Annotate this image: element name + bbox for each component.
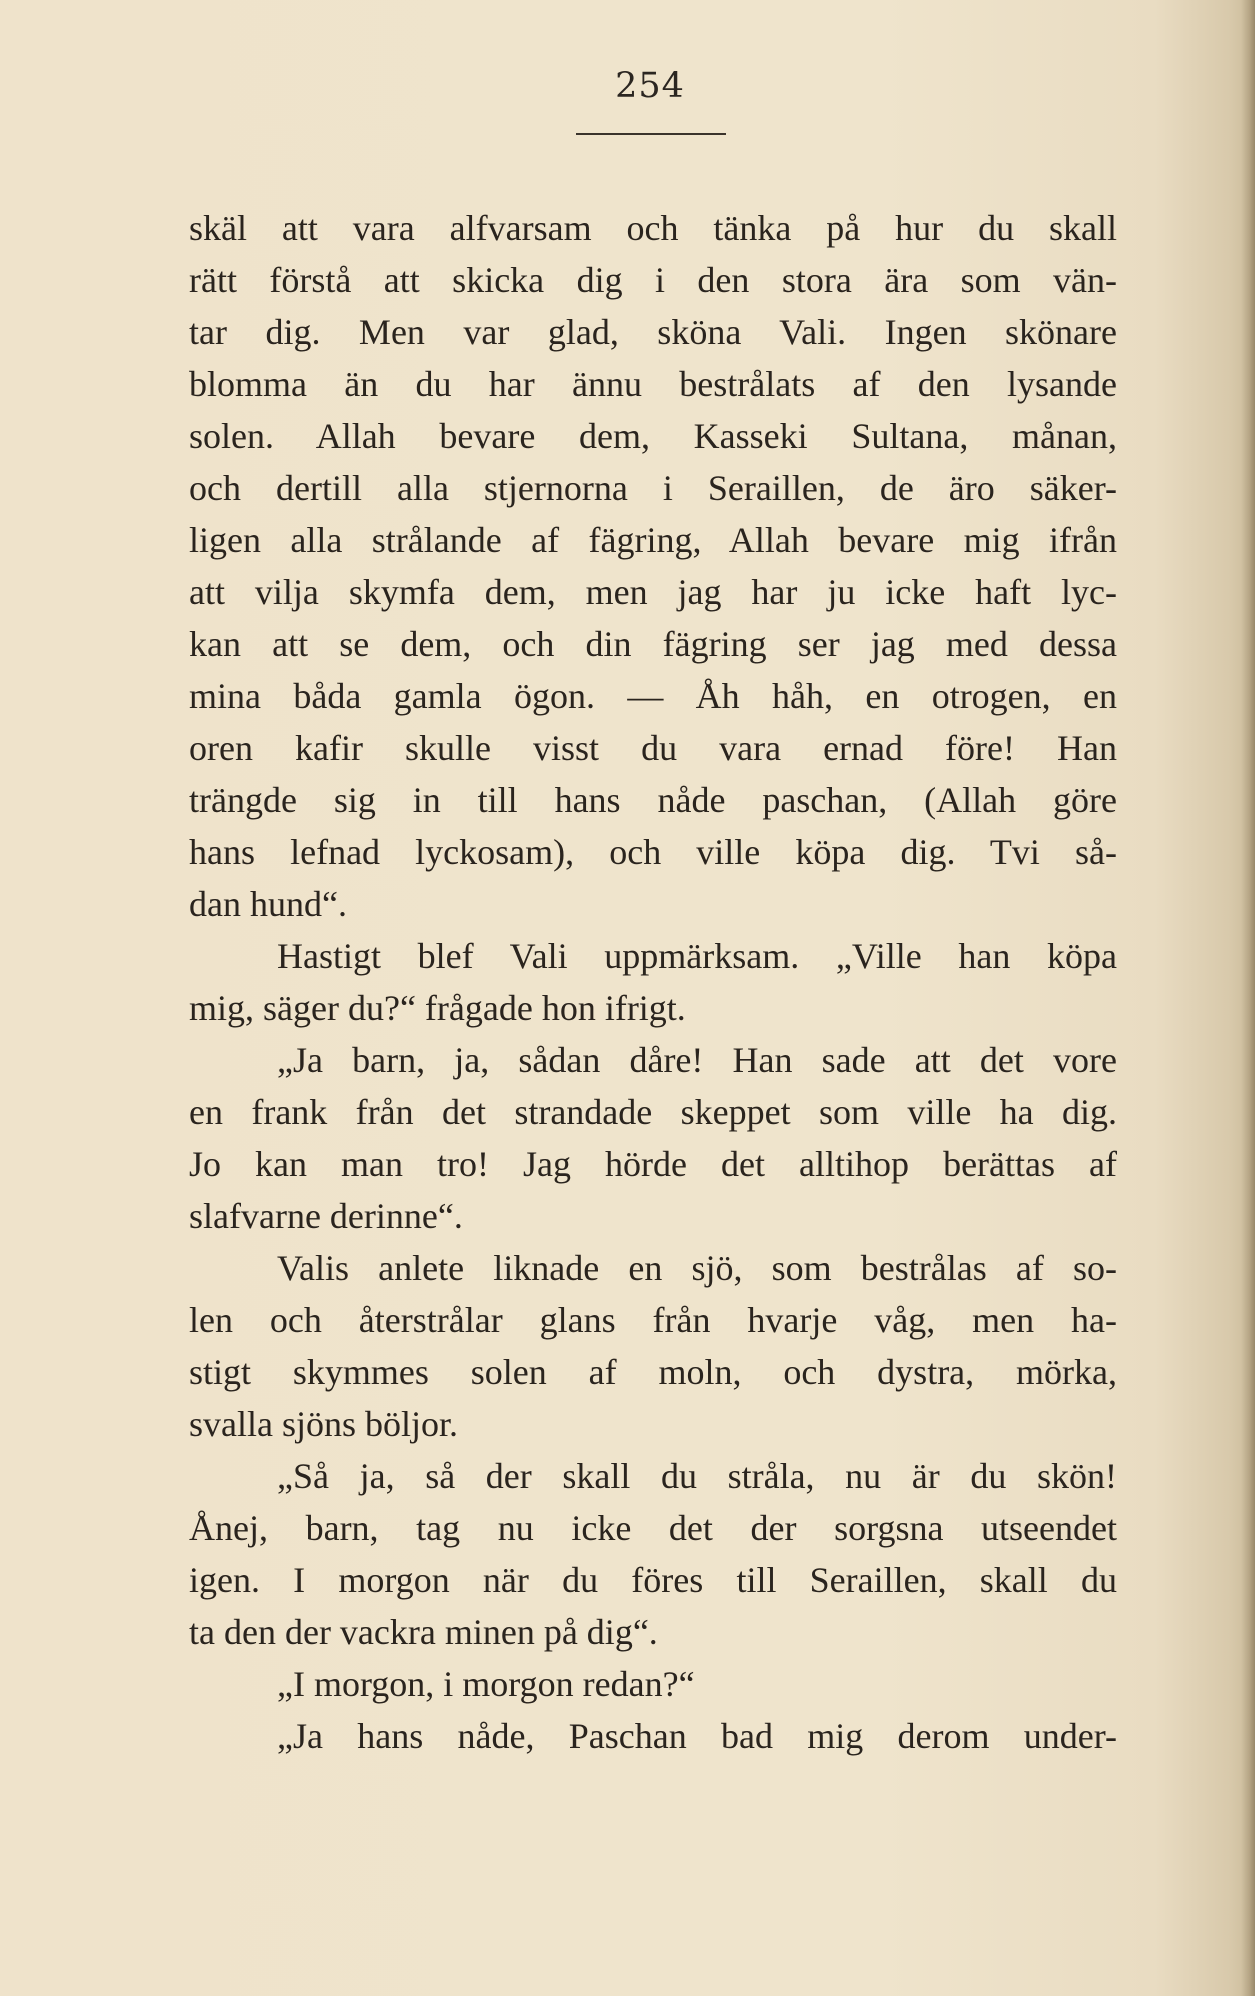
text-line: mina båda gamla ögon. — Åh håh, en otrogen, en: [189, 676, 1117, 716]
text-line: ta den der vackra minen på dig“.: [189, 1612, 658, 1652]
text-line: mig, säger du?“ frågade hon ifrigt.: [189, 988, 686, 1028]
text-line: hans lefnad lyckosam), och ville köpa dig. Tvi så-: [189, 832, 1117, 872]
text-line: solen. Allah bevare dem, Kasseki Sultana, månan,: [189, 416, 1117, 456]
text-line: Valis anlete liknade en sjö, som bestrålas af so-: [277, 1248, 1117, 1288]
text-line: oren kafir skulle visst du vara ernad före! Han: [189, 728, 1117, 768]
text-line: en frank från det strandade skeppet som ville ha dig.: [189, 1092, 1117, 1132]
text-line: „I morgon, i morgon redan?“: [277, 1664, 695, 1704]
text-line: trängde sig in till hans nåde paschan, (Allah göre: [189, 780, 1117, 820]
text-line: tar dig. Men var glad, sköna Vali. Ingen skönare: [189, 312, 1117, 352]
text-line: ligen alla strålande af fägring, Allah bevare mig ifrån: [189, 520, 1117, 560]
text-line: „Ja hans nåde, Paschan bad mig derom under-: [277, 1716, 1117, 1756]
text-line: blomma än du har ännu bestrålats af den lysande: [189, 364, 1117, 404]
text-line: len och återstrålar glans från hvarje våg, men ha-: [189, 1300, 1117, 1340]
text-line: „Så ja, så der skall du stråla, nu är du skön!: [277, 1456, 1117, 1496]
text-line: och dertill alla stjernorna i Seraillen, de äro säker-: [189, 468, 1117, 508]
text-line: att vilja skymfa dem, men jag har ju icke haft lyc-: [189, 572, 1117, 612]
page-edge-shadow: [1241, 0, 1255, 1996]
text-line: svalla sjöns böljor.: [189, 1404, 458, 1444]
header-rule: [576, 133, 726, 135]
text-line: kan att se dem, och din fägring ser jag med dessa: [189, 624, 1117, 664]
text-line: igen. I morgon när du föres till Seraillen, skall du: [189, 1560, 1117, 1600]
text-line: rätt förstå att skicka dig i den stora ära som vän-: [189, 260, 1117, 300]
text-line: Ånej, barn, tag nu icke det der sorgsna utseendet: [189, 1508, 1117, 1548]
text-line: Hastigt blef Vali uppmärksam. „Ville han köpa: [277, 936, 1117, 976]
text-line: slafvarne derinne“.: [189, 1196, 463, 1236]
text-line: stigt skymmes solen af moln, och dystra, mörka,: [189, 1352, 1117, 1392]
text-line: „Ja barn, ja, sådan dåre! Han sade att det vore: [277, 1040, 1117, 1080]
text-line: dan hund“.: [189, 884, 347, 924]
page-number: 254: [615, 66, 685, 106]
text-line: Jo kan man tro! Jag hörde det alltihop berättas af: [189, 1144, 1117, 1184]
body-text: [189, 202, 1117, 1762]
text-line: skäl att vara alfvarsam och tänka på hur du skall: [189, 208, 1117, 248]
